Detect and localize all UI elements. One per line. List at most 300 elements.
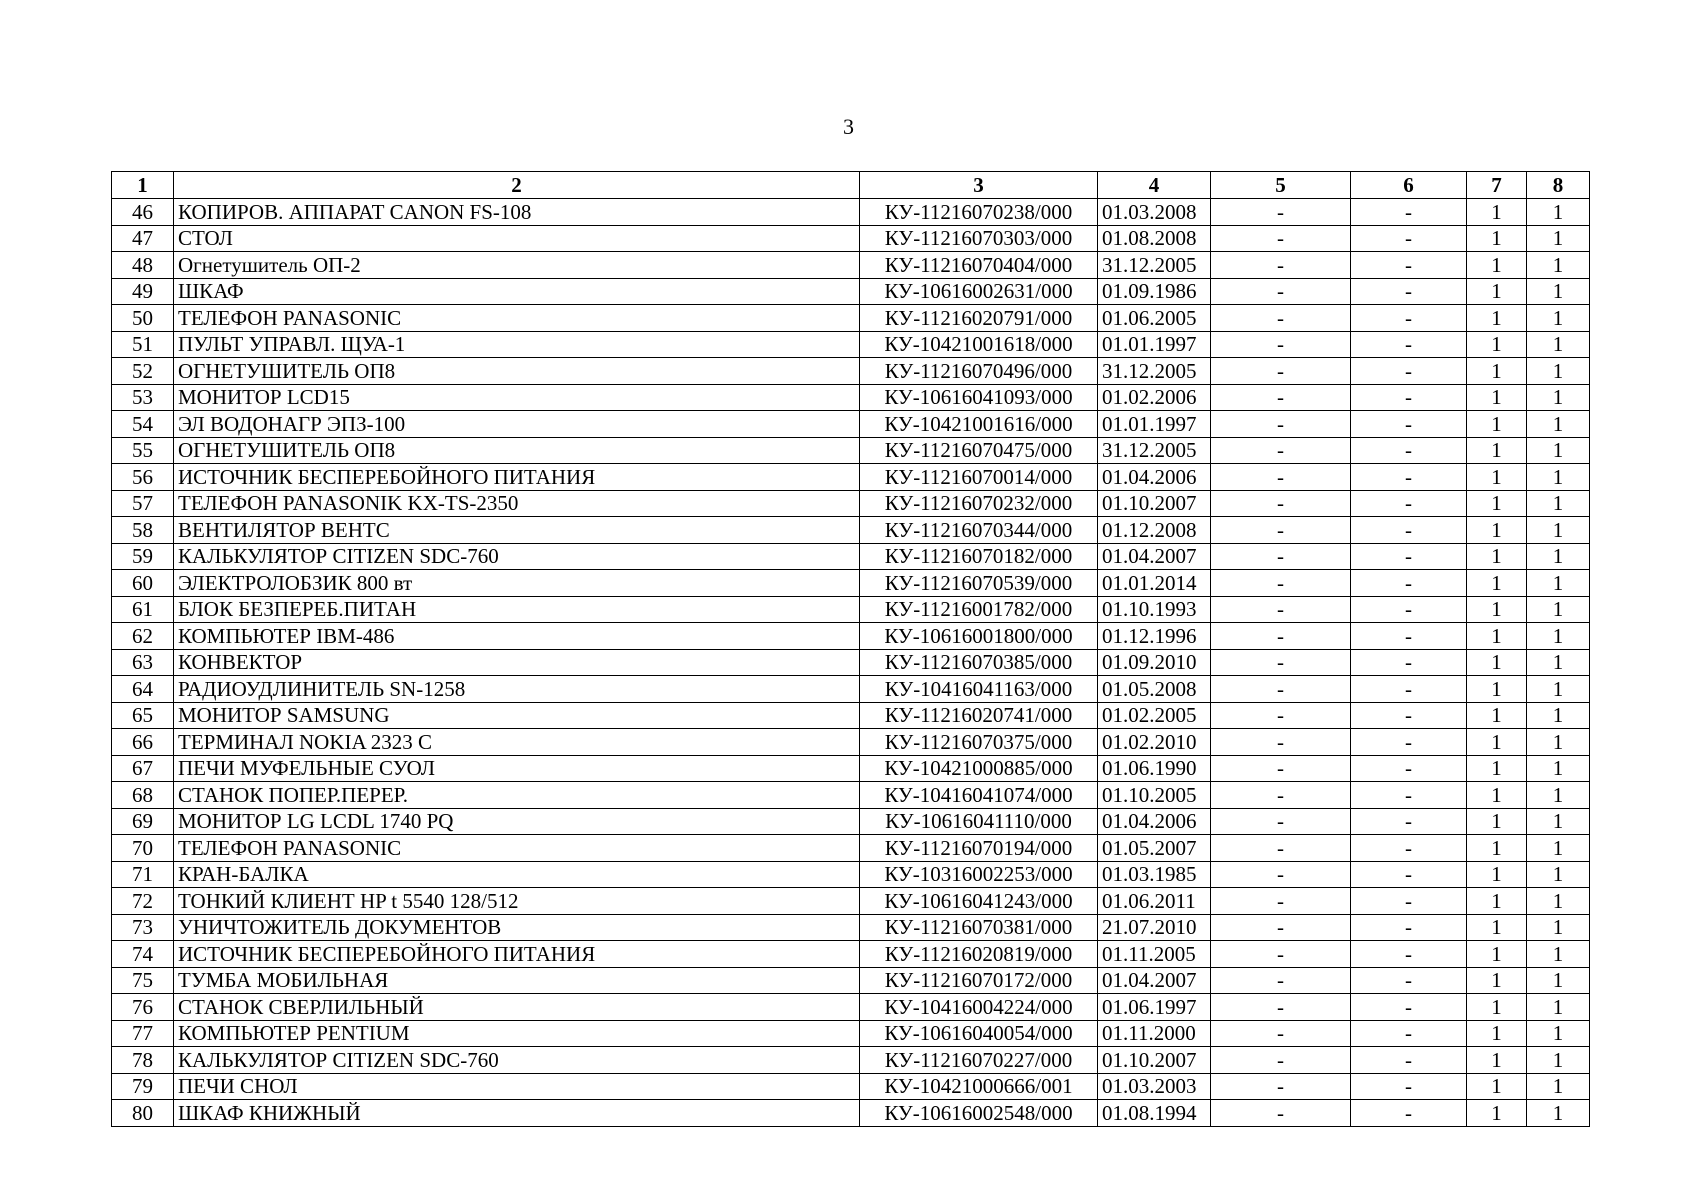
date: 01.11.2005 xyxy=(1098,941,1211,968)
col-8-value: 1 xyxy=(1527,649,1590,676)
row-number: 63 xyxy=(112,649,174,676)
col-7-value: 1 xyxy=(1467,676,1527,703)
col-6-value: - xyxy=(1351,225,1467,252)
inventory-code: КУ-11216070375/000 xyxy=(860,729,1098,756)
date: 01.06.2011 xyxy=(1098,888,1211,915)
col-7-value: 1 xyxy=(1467,729,1527,756)
inventory-code: КУ-11216070385/000 xyxy=(860,649,1098,676)
col-7-value: 1 xyxy=(1467,384,1527,411)
col-5-value: - xyxy=(1211,1073,1351,1100)
table-row xyxy=(112,782,1590,809)
col-8-value: 1 xyxy=(1527,358,1590,385)
col-8-value: 1 xyxy=(1527,252,1590,279)
col-7-value: 1 xyxy=(1467,278,1527,305)
item-name: МОНИТОР SAMSUNG xyxy=(174,702,860,729)
col-6-value: - xyxy=(1351,755,1467,782)
date: 01.08.2008 xyxy=(1098,225,1211,252)
col-5-value: - xyxy=(1211,331,1351,358)
col-8-value: 1 xyxy=(1527,411,1590,438)
item-name: ШКАФ КНИЖНЫЙ xyxy=(174,1100,860,1127)
col-8-value: 1 xyxy=(1527,464,1590,491)
col-7-value: 1 xyxy=(1467,252,1527,279)
col-8-value: 1 xyxy=(1527,199,1590,226)
date: 01.06.1997 xyxy=(1098,994,1211,1021)
date: 01.05.2007 xyxy=(1098,835,1211,862)
date: 01.02.2005 xyxy=(1098,702,1211,729)
col-8-value: 1 xyxy=(1527,702,1590,729)
row-number: 62 xyxy=(112,623,174,650)
col-8-value: 1 xyxy=(1527,278,1590,305)
col-6-value: - xyxy=(1351,570,1467,597)
inventory-code: КУ-11216070344/000 xyxy=(860,517,1098,544)
col-7-value: 1 xyxy=(1467,1020,1527,1047)
header-row xyxy=(112,172,1590,199)
row-number: 57 xyxy=(112,490,174,517)
table-row xyxy=(112,596,1590,623)
date: 01.11.2000 xyxy=(1098,1020,1211,1047)
inventory-code: КУ-11216001782/000 xyxy=(860,596,1098,623)
item-name: УНИЧТОЖИТЕЛЬ ДОКУМЕНТОВ xyxy=(174,914,860,941)
col-8-value: 1 xyxy=(1527,490,1590,517)
row-number: 68 xyxy=(112,782,174,809)
table-row xyxy=(112,358,1590,385)
col-7-value: 1 xyxy=(1467,464,1527,491)
col-5-value: - xyxy=(1211,490,1351,517)
col-6-value: - xyxy=(1351,808,1467,835)
col-7-value: 1 xyxy=(1467,808,1527,835)
inventory-code: КУ-10416041074/000 xyxy=(860,782,1098,809)
col-8-value: 1 xyxy=(1527,1073,1590,1100)
inventory-code: КУ-10616041093/000 xyxy=(860,384,1098,411)
col-5-value: - xyxy=(1211,623,1351,650)
col-5-value: - xyxy=(1211,570,1351,597)
inventory-code: КУ-11216070381/000 xyxy=(860,914,1098,941)
row-number: 54 xyxy=(112,411,174,438)
col-6-value: - xyxy=(1351,1073,1467,1100)
inventory-code: КУ-11216020791/000 xyxy=(860,305,1098,332)
date: 01.03.2003 xyxy=(1098,1073,1211,1100)
col-5-value: - xyxy=(1211,702,1351,729)
inventory-code: КУ-11216070182/000 xyxy=(860,543,1098,570)
col-7-value: 1 xyxy=(1467,305,1527,332)
col-5-value: - xyxy=(1211,384,1351,411)
col-8-value: 1 xyxy=(1527,914,1590,941)
inventory-code: КУ-10421001618/000 xyxy=(860,331,1098,358)
row-number: 52 xyxy=(112,358,174,385)
col-7-value: 1 xyxy=(1467,994,1527,1021)
date: 31.12.2005 xyxy=(1098,358,1211,385)
row-number: 66 xyxy=(112,729,174,756)
date: 01.01.2014 xyxy=(1098,570,1211,597)
item-name: БЛОК БЕЗПЕРЕБ.ПИТАН xyxy=(174,596,860,623)
table-row xyxy=(112,676,1590,703)
inventory-code: КУ-10616002548/000 xyxy=(860,1100,1098,1127)
date: 01.06.2005 xyxy=(1098,305,1211,332)
inventory-code: КУ-10316002253/000 xyxy=(860,861,1098,888)
row-number: 69 xyxy=(112,808,174,835)
date: 01.04.2006 xyxy=(1098,808,1211,835)
row-number: 60 xyxy=(112,570,174,597)
col-6-value: - xyxy=(1351,676,1467,703)
col-5-value: - xyxy=(1211,464,1351,491)
inventory-code: КУ-10616040054/000 xyxy=(860,1020,1098,1047)
col-7-value: 1 xyxy=(1467,835,1527,862)
col-5-value: - xyxy=(1211,1100,1351,1127)
col-7-value: 1 xyxy=(1467,755,1527,782)
col-7-value: 1 xyxy=(1467,888,1527,915)
col-6-value: - xyxy=(1351,490,1467,517)
row-number: 59 xyxy=(112,543,174,570)
item-name: ТЕЛЕФОН PANASONIC xyxy=(174,835,860,862)
col-6-value: - xyxy=(1351,199,1467,226)
inventory-code: КУ-10616041243/000 xyxy=(860,888,1098,915)
date: 01.10.2007 xyxy=(1098,1047,1211,1074)
col-6-value: - xyxy=(1351,994,1467,1021)
col-5-value: - xyxy=(1211,755,1351,782)
row-number: 76 xyxy=(112,994,174,1021)
row-number: 58 xyxy=(112,517,174,544)
col-8-value: 1 xyxy=(1527,1047,1590,1074)
date: 21.07.2010 xyxy=(1098,914,1211,941)
col-7-value: 1 xyxy=(1467,199,1527,226)
date: 01.10.2007 xyxy=(1098,490,1211,517)
col-5-value: - xyxy=(1211,278,1351,305)
col-7-value: 1 xyxy=(1467,941,1527,968)
item-name: ПУЛЬТ УПРАВЛ. ЩУА-1 xyxy=(174,331,860,358)
inventory-code: КУ-11216070172/000 xyxy=(860,967,1098,994)
date: 01.04.2007 xyxy=(1098,967,1211,994)
col-7-value: 1 xyxy=(1467,914,1527,941)
item-name: СТОЛ xyxy=(174,225,860,252)
col-8-value: 1 xyxy=(1527,1020,1590,1047)
inventory-code: КУ-10616001800/000 xyxy=(860,623,1098,650)
col-5-value: - xyxy=(1211,729,1351,756)
col-7-value: 1 xyxy=(1467,490,1527,517)
table-row xyxy=(112,808,1590,835)
col-5-value: - xyxy=(1211,835,1351,862)
table-row xyxy=(112,649,1590,676)
inventory-code: КУ-11216020819/000 xyxy=(860,941,1098,968)
row-number: 51 xyxy=(112,331,174,358)
row-number: 78 xyxy=(112,1047,174,1074)
col-7-value: 1 xyxy=(1467,1100,1527,1127)
col-7-value: 1 xyxy=(1467,782,1527,809)
col-8-value: 1 xyxy=(1527,437,1590,464)
col-5-value: - xyxy=(1211,358,1351,385)
col-8-value: 1 xyxy=(1527,570,1590,597)
item-name: КОМПЬЮТЕР PENTIUM xyxy=(174,1020,860,1047)
item-name: СТАНОК ПОПЕР.ПЕРЕР. xyxy=(174,782,860,809)
table-row xyxy=(112,941,1590,968)
col-5-value: - xyxy=(1211,941,1351,968)
inventory-table xyxy=(111,171,1590,1127)
col-7-value: 1 xyxy=(1467,649,1527,676)
col-8-value: 1 xyxy=(1527,994,1590,1021)
col-6-value: - xyxy=(1351,702,1467,729)
col-6-value: - xyxy=(1351,596,1467,623)
col-8-value: 1 xyxy=(1527,888,1590,915)
row-number: 73 xyxy=(112,914,174,941)
table-row xyxy=(112,729,1590,756)
row-number: 72 xyxy=(112,888,174,915)
inventory-code: КУ-11216070232/000 xyxy=(860,490,1098,517)
col-8-value: 1 xyxy=(1527,331,1590,358)
col-6-value: - xyxy=(1351,252,1467,279)
col-6-value: - xyxy=(1351,861,1467,888)
item-name: Огнетушитель ОП-2 xyxy=(174,252,860,279)
item-name: ТЕЛЕФОН PANASONIC xyxy=(174,305,860,332)
header-col-6: 6 xyxy=(1351,172,1467,199)
col-7-value: 1 xyxy=(1467,411,1527,438)
col-6-value: - xyxy=(1351,941,1467,968)
col-5-value: - xyxy=(1211,596,1351,623)
col-5-value: - xyxy=(1211,782,1351,809)
col-7-value: 1 xyxy=(1467,358,1527,385)
row-number: 75 xyxy=(112,967,174,994)
item-name: ЭЛЕКТРОЛОБЗИК 800 вт xyxy=(174,570,860,597)
row-number: 55 xyxy=(112,437,174,464)
table-row xyxy=(112,1073,1590,1100)
col-5-value: - xyxy=(1211,861,1351,888)
table-row xyxy=(112,570,1590,597)
row-number: 47 xyxy=(112,225,174,252)
inventory-code: КУ-11216070227/000 xyxy=(860,1047,1098,1074)
date: 31.12.2005 xyxy=(1098,437,1211,464)
col-5-value: - xyxy=(1211,252,1351,279)
col-6-value: - xyxy=(1351,331,1467,358)
header-col-4: 4 xyxy=(1098,172,1211,199)
inventory-code: КУ-11216070194/000 xyxy=(860,835,1098,862)
item-name: МОНИТОР LCD15 xyxy=(174,384,860,411)
table-row xyxy=(112,225,1590,252)
inventory-code: КУ-10421001616/000 xyxy=(860,411,1098,438)
row-number: 71 xyxy=(112,861,174,888)
date: 01.05.2008 xyxy=(1098,676,1211,703)
table-row xyxy=(112,543,1590,570)
row-number: 77 xyxy=(112,1020,174,1047)
header-col-5: 5 xyxy=(1211,172,1351,199)
header-col-2: 2 xyxy=(174,172,860,199)
col-5-value: - xyxy=(1211,517,1351,544)
item-name: КОМПЬЮТЕР IBM-486 xyxy=(174,623,860,650)
col-5-value: - xyxy=(1211,967,1351,994)
inventory-code: КУ-10416041163/000 xyxy=(860,676,1098,703)
col-7-value: 1 xyxy=(1467,225,1527,252)
col-6-value: - xyxy=(1351,1020,1467,1047)
item-name: СТАНОК СВЕРЛИЛЬНЫЙ xyxy=(174,994,860,1021)
item-name: ТЕРМИНАЛ NOKIA 2323 C xyxy=(174,729,860,756)
table-row xyxy=(112,517,1590,544)
col-6-value: - xyxy=(1351,464,1467,491)
item-name: КОНВЕКТОР xyxy=(174,649,860,676)
item-name: ИСТОЧНИК БЕСПЕРЕБОЙНОГО ПИТАНИЯ xyxy=(174,464,860,491)
item-name: КАЛЬКУЛЯТОР CITIZEN SDC-760 xyxy=(174,543,860,570)
col-8-value: 1 xyxy=(1527,755,1590,782)
inventory-code: КУ-11216070475/000 xyxy=(860,437,1098,464)
item-name: ОГНЕТУШИТЕЛЬ ОП8 xyxy=(174,437,860,464)
inventory-code: КУ-11216070014/000 xyxy=(860,464,1098,491)
inventory-code: КУ-11216070238/000 xyxy=(860,199,1098,226)
date: 01.02.2006 xyxy=(1098,384,1211,411)
inventory-code: КУ-11216070539/000 xyxy=(860,570,1098,597)
table-row xyxy=(112,623,1590,650)
table-row xyxy=(112,490,1590,517)
col-5-value: - xyxy=(1211,225,1351,252)
col-8-value: 1 xyxy=(1527,384,1590,411)
table-row xyxy=(112,411,1590,438)
col-8-value: 1 xyxy=(1527,729,1590,756)
col-5-value: - xyxy=(1211,1047,1351,1074)
col-8-value: 1 xyxy=(1527,808,1590,835)
col-6-value: - xyxy=(1351,384,1467,411)
col-6-value: - xyxy=(1351,649,1467,676)
col-7-value: 1 xyxy=(1467,517,1527,544)
col-6-value: - xyxy=(1351,358,1467,385)
col-8-value: 1 xyxy=(1527,676,1590,703)
col-5-value: - xyxy=(1211,411,1351,438)
table-body xyxy=(112,199,1590,1127)
col-7-value: 1 xyxy=(1467,570,1527,597)
col-7-value: 1 xyxy=(1467,1073,1527,1100)
row-number: 50 xyxy=(112,305,174,332)
header-col-7: 7 xyxy=(1467,172,1527,199)
col-6-value: - xyxy=(1351,437,1467,464)
header-col-1: 1 xyxy=(112,172,174,199)
date: 01.04.2007 xyxy=(1098,543,1211,570)
col-5-value: - xyxy=(1211,437,1351,464)
date: 01.04.2006 xyxy=(1098,464,1211,491)
table-row xyxy=(112,835,1590,862)
col-8-value: 1 xyxy=(1527,543,1590,570)
date: 01.03.1985 xyxy=(1098,861,1211,888)
col-7-value: 1 xyxy=(1467,1047,1527,1074)
table-row xyxy=(112,384,1590,411)
col-5-value: - xyxy=(1211,808,1351,835)
col-6-value: - xyxy=(1351,729,1467,756)
col-8-value: 1 xyxy=(1527,623,1590,650)
col-5-value: - xyxy=(1211,914,1351,941)
col-6-value: - xyxy=(1351,517,1467,544)
col-6-value: - xyxy=(1351,1047,1467,1074)
inventory-code: КУ-11216070303/000 xyxy=(860,225,1098,252)
col-8-value: 1 xyxy=(1527,225,1590,252)
table-row xyxy=(112,914,1590,941)
table-header xyxy=(112,172,1590,199)
item-name: МОНИТОР LG LCDL 1740 PQ xyxy=(174,808,860,835)
col-8-value: 1 xyxy=(1527,305,1590,332)
table-row xyxy=(112,888,1590,915)
item-name: ТОНКИЙ КЛИЕНТ HP t 5540 128/512 xyxy=(174,888,860,915)
item-name: КРАН-БАЛКА xyxy=(174,861,860,888)
date: 01.09.2010 xyxy=(1098,649,1211,676)
row-number: 48 xyxy=(112,252,174,279)
row-number: 64 xyxy=(112,676,174,703)
col-6-value: - xyxy=(1351,543,1467,570)
item-name: РАДИОУДЛИНИТЕЛЬ SN-1258 xyxy=(174,676,860,703)
col-6-value: - xyxy=(1351,835,1467,862)
item-name: ПЕЧИ СНОЛ xyxy=(174,1073,860,1100)
table-row xyxy=(112,861,1590,888)
row-number: 65 xyxy=(112,702,174,729)
row-number: 61 xyxy=(112,596,174,623)
inventory-code: КУ-11216070404/000 xyxy=(860,252,1098,279)
col-5-value: - xyxy=(1211,888,1351,915)
date: 01.01.1997 xyxy=(1098,331,1211,358)
table-row xyxy=(112,199,1590,226)
col-5-value: - xyxy=(1211,543,1351,570)
date: 01.10.2005 xyxy=(1098,782,1211,809)
col-5-value: - xyxy=(1211,649,1351,676)
col-7-value: 1 xyxy=(1467,331,1527,358)
inventory-code: КУ-10616041110/000 xyxy=(860,808,1098,835)
item-name: ОГНЕТУШИТЕЛЬ ОП8 xyxy=(174,358,860,385)
table-row xyxy=(112,755,1590,782)
date: 01.02.2010 xyxy=(1098,729,1211,756)
col-6-value: - xyxy=(1351,411,1467,438)
row-number: 46 xyxy=(112,199,174,226)
row-number: 80 xyxy=(112,1100,174,1127)
col-7-value: 1 xyxy=(1467,623,1527,650)
table-row xyxy=(112,252,1590,279)
date: 01.08.1994 xyxy=(1098,1100,1211,1127)
col-8-value: 1 xyxy=(1527,596,1590,623)
item-name: ЭЛ ВОДОНАГР ЭПЗ-100 xyxy=(174,411,860,438)
col-6-value: - xyxy=(1351,914,1467,941)
row-number: 70 xyxy=(112,835,174,862)
col-8-value: 1 xyxy=(1527,1100,1590,1127)
col-6-value: - xyxy=(1351,278,1467,305)
row-number: 67 xyxy=(112,755,174,782)
date: 01.09.1986 xyxy=(1098,278,1211,305)
table-row xyxy=(112,331,1590,358)
header-col-8: 8 xyxy=(1527,172,1590,199)
col-5-value: - xyxy=(1211,676,1351,703)
table-row xyxy=(112,1100,1590,1127)
inventory-code: КУ-10421000885/000 xyxy=(860,755,1098,782)
date: 01.03.2008 xyxy=(1098,199,1211,226)
col-6-value: - xyxy=(1351,967,1467,994)
row-number: 53 xyxy=(112,384,174,411)
col-8-value: 1 xyxy=(1527,517,1590,544)
item-name: ИСТОЧНИК БЕСПЕРЕБОЙНОГО ПИТАНИЯ xyxy=(174,941,860,968)
date: 01.06.1990 xyxy=(1098,755,1211,782)
item-name: ТЕЛЕФОН PANASONIK KX-TS-2350 xyxy=(174,490,860,517)
col-6-value: - xyxy=(1351,888,1467,915)
item-name: ТУМБА МОБИЛЬНАЯ xyxy=(174,967,860,994)
col-7-value: 1 xyxy=(1467,861,1527,888)
date: 01.10.1993 xyxy=(1098,596,1211,623)
table-row xyxy=(112,464,1590,491)
table-row xyxy=(112,994,1590,1021)
inventory-code: КУ-11216020741/000 xyxy=(860,702,1098,729)
col-5-value: - xyxy=(1211,994,1351,1021)
item-name: ШКАФ xyxy=(174,278,860,305)
row-number: 74 xyxy=(112,941,174,968)
table-row xyxy=(112,967,1590,994)
col-5-value: - xyxy=(1211,305,1351,332)
date: 01.12.2008 xyxy=(1098,517,1211,544)
date: 31.12.2005 xyxy=(1098,252,1211,279)
table-row xyxy=(112,278,1590,305)
inventory-code: КУ-10416004224/000 xyxy=(860,994,1098,1021)
item-name: ПЕЧИ МУФЕЛЬНЫЕ СУОЛ xyxy=(174,755,860,782)
col-6-value: - xyxy=(1351,782,1467,809)
col-5-value: - xyxy=(1211,1020,1351,1047)
col-6-value: - xyxy=(1351,305,1467,332)
col-6-value: - xyxy=(1351,623,1467,650)
item-name: КАЛЬКУЛЯТОР CITIZEN SDC-760 xyxy=(174,1047,860,1074)
row-number: 49 xyxy=(112,278,174,305)
